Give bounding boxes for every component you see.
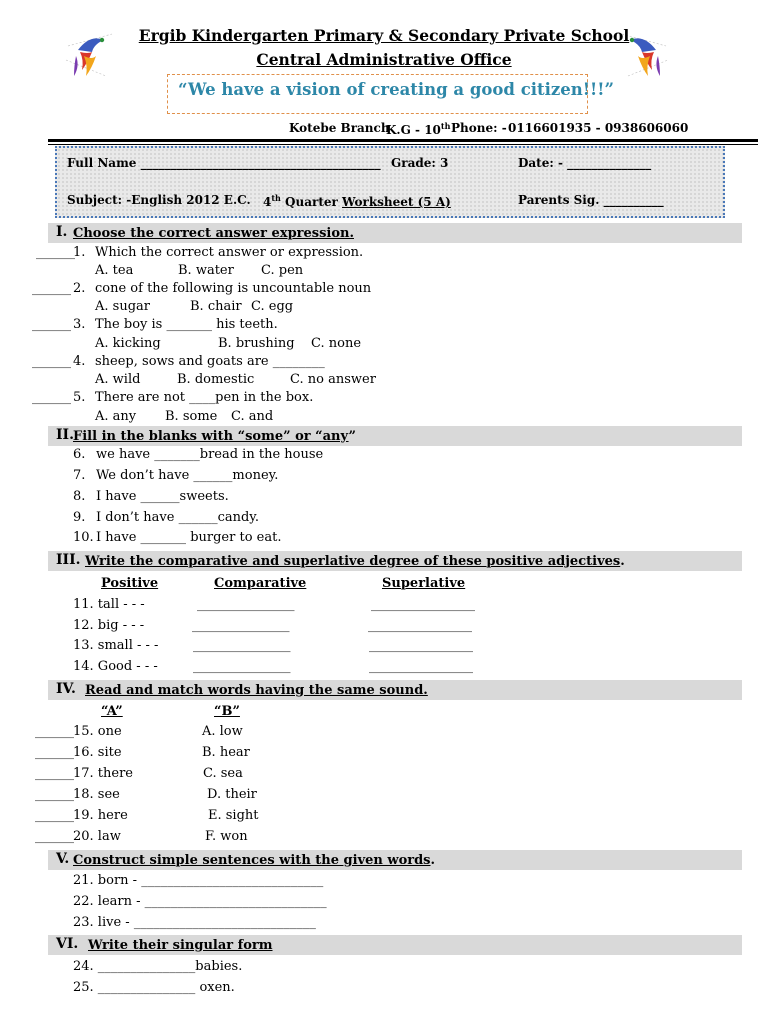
col-a: “A” xyxy=(101,704,123,719)
singular-item[interactable]: 25. _______________ oxen. xyxy=(73,980,235,995)
match-blank[interactable]: ______ xyxy=(35,829,74,844)
col-comparative: Comparative xyxy=(214,576,307,591)
option-b: B. water xyxy=(178,263,234,278)
singular-item[interactable]: 24. _______________babies. xyxy=(73,959,243,974)
subject-label: Subject: -English 2012 E.C. xyxy=(67,193,251,207)
word-b: A. low xyxy=(202,724,243,739)
option-a: A. any xyxy=(95,409,137,424)
fill-blank-item[interactable]: I have ______sweets. xyxy=(96,489,229,504)
word-b: D. their xyxy=(207,787,257,802)
comparative-blank[interactable]: _______________ xyxy=(193,659,291,674)
superlative-blank[interactable]: ________________ xyxy=(369,659,473,674)
answer-blank[interactable]: ______ xyxy=(32,317,71,332)
option-c: C. none xyxy=(311,336,362,351)
question-number: 1. xyxy=(73,245,86,260)
question-text: Which the correct answer or expression. xyxy=(95,245,364,260)
quarter-label: 4th Quarter Worksheet (5 A) xyxy=(263,193,451,209)
section-5-title: Construct simple sentences with the given words. xyxy=(73,853,436,868)
col-b: “B” xyxy=(214,704,240,719)
section-6-number: VI. xyxy=(56,936,79,952)
word-b: B. hear xyxy=(202,745,250,760)
fill-blank-item[interactable]: We don’t have ______money. xyxy=(96,468,279,483)
phone: 0116601935 - 0938606060 xyxy=(508,121,689,135)
fill-blank-item[interactable]: I don’t have ______candy. xyxy=(96,510,260,525)
option-a: A. kicking xyxy=(95,336,161,351)
parents-signature-field[interactable]: Parents Sig. __________ xyxy=(518,193,664,207)
motto: “We have a vision of creating a good citizen!!!” xyxy=(178,80,614,99)
answer-blank[interactable]: ______ xyxy=(32,390,71,405)
option-a: A. wild xyxy=(95,372,141,387)
match-blank[interactable]: ______ xyxy=(35,787,74,802)
question-text: The boy is _______ his teeth. xyxy=(95,317,278,332)
comparative-blank[interactable]: _______________ xyxy=(192,618,290,633)
positive-word: 11. tall - - - xyxy=(73,597,145,612)
option-c: C. pen xyxy=(261,263,304,278)
question-number: 2. xyxy=(73,281,86,296)
office-title: Central Administrative Office xyxy=(256,50,512,69)
section-1-number: I. xyxy=(56,224,68,240)
branch: Kotebe Branch xyxy=(289,121,390,135)
section-3-number: III. xyxy=(56,552,81,568)
positive-word: 14. Good - - - xyxy=(73,659,158,674)
word-b: E. sight xyxy=(208,808,259,823)
question-number: 5. xyxy=(73,390,86,405)
sentence-item[interactable]: 21. born - ____________________________ xyxy=(73,873,324,888)
item-number: 10. xyxy=(73,530,94,545)
date-field[interactable]: Date: - ______________ xyxy=(518,156,652,170)
question-text: There are not ____pen in the box. xyxy=(95,390,314,405)
positive-word: 12. big - - - xyxy=(73,618,145,633)
comparative-blank[interactable]: _______________ xyxy=(193,638,291,653)
word-a: 15. one xyxy=(73,724,122,739)
option-a: A. tea xyxy=(95,263,134,278)
section-6-title: Write their singular form xyxy=(88,938,273,953)
superlative-blank[interactable]: ________________ xyxy=(369,638,473,653)
word-b: C. sea xyxy=(203,766,243,781)
section-1-title: Choose the correct answer expression. xyxy=(73,226,354,241)
superlative-blank[interactable]: ________________ xyxy=(371,597,475,612)
superlative-blank[interactable]: ________________ xyxy=(368,618,472,633)
sentence-item[interactable]: 23. live - ____________________________ xyxy=(73,915,316,930)
item-number: 9. xyxy=(73,510,86,525)
word-b: F. won xyxy=(205,829,248,844)
word-a: 19. here xyxy=(73,808,128,823)
item-number: 6. xyxy=(73,447,86,462)
fill-blank-item[interactable]: I have _______ burger to eat. xyxy=(96,530,282,545)
fill-blank-item[interactable]: we have _______bread in the house xyxy=(96,447,324,462)
section-2-number: II. xyxy=(56,427,74,443)
header-divider-thin xyxy=(48,144,758,145)
question-text: sheep, sows and goats are ________ xyxy=(95,354,325,369)
option-c: C. egg xyxy=(251,299,294,314)
full-name-field[interactable]: Full Name ________________________________________ xyxy=(67,156,381,170)
answer-blank[interactable]: ______ xyxy=(32,281,71,296)
match-blank[interactable]: ______ xyxy=(35,766,74,781)
school-name: Ergib Kindergarten Primary & Secondary Private School xyxy=(138,26,630,45)
section-2-title: Fill in the blanks with “some” or “any” xyxy=(73,429,357,444)
section-3-title: Write the comparative and superlative degree of these positive adjectives. xyxy=(85,554,625,569)
sentence-item[interactable]: 22. learn - ____________________________ xyxy=(73,894,327,909)
grade-label: Grade: 3 xyxy=(391,156,449,170)
col-positive: Positive xyxy=(101,576,159,591)
item-number: 8. xyxy=(73,489,86,504)
header-divider xyxy=(48,139,758,142)
word-a: 20. law xyxy=(73,829,121,844)
question-text: cone of the following is uncountable noun xyxy=(95,281,372,296)
section-4-title: Read and match words having the same sound. xyxy=(85,683,428,698)
option-b: B. some xyxy=(165,409,218,424)
grades: K.G - 10th xyxy=(386,121,451,137)
item-number: 7. xyxy=(73,468,86,483)
section-5-number: V. xyxy=(56,851,70,867)
answer-blank[interactable]: ______ xyxy=(32,354,71,369)
positive-word: 13. small - - - xyxy=(73,638,159,653)
option-b: B. domestic xyxy=(177,372,255,387)
section-4-number: IV. xyxy=(56,681,76,697)
match-blank[interactable]: ______ xyxy=(35,745,74,760)
option-a: A. sugar xyxy=(95,299,150,314)
option-c: C. no answer xyxy=(290,372,376,387)
comparative-blank[interactable]: _______________ xyxy=(197,597,295,612)
option-b: B. brushing xyxy=(218,336,295,351)
col-superlative: Superlative xyxy=(382,576,466,591)
word-a: 18. see xyxy=(73,787,120,802)
word-a: 16. site xyxy=(73,745,122,760)
option-c: C. and xyxy=(231,409,274,424)
question-number: 4. xyxy=(73,354,86,369)
phone-label: Phone: - xyxy=(451,121,507,135)
word-a: 17. there xyxy=(73,766,134,781)
match-blank[interactable]: ______ xyxy=(35,724,74,739)
option-b: B. chair xyxy=(190,299,242,314)
match-blank[interactable]: ______ xyxy=(35,808,74,823)
answer-blank[interactable]: ______ xyxy=(36,245,75,260)
question-number: 3. xyxy=(73,317,86,332)
